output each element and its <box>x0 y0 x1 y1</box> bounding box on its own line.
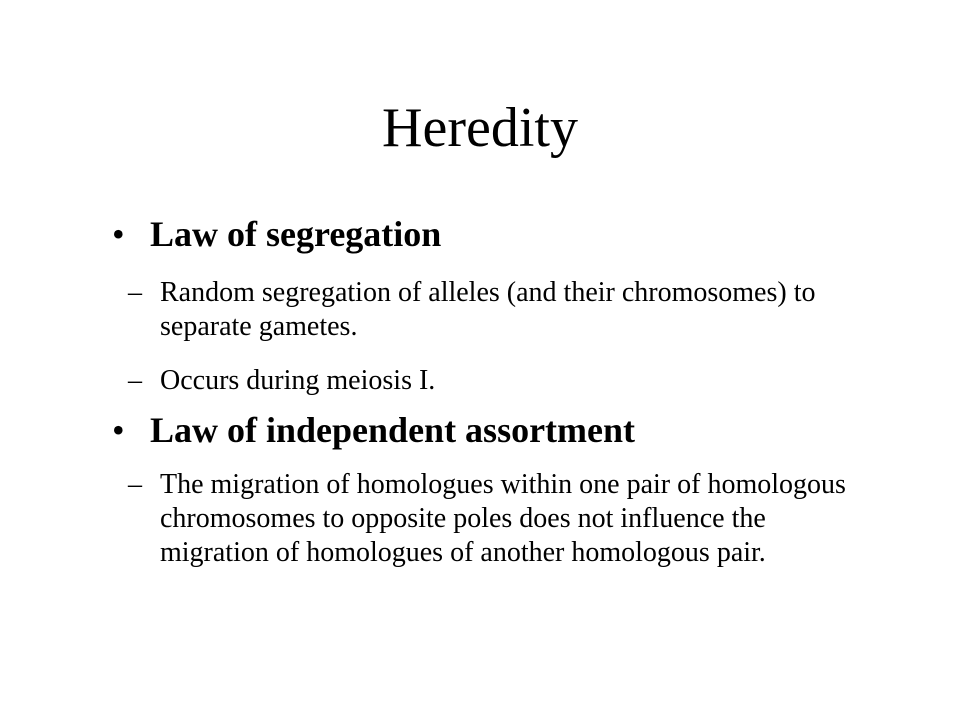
sub-bullet-text: The migration of homologues within one pair of homologous chromosomes to opposite poles does not influence the migration of homologues of another homologous pair. <box>160 469 846 568</box>
bullet-text: Law of segregation <box>150 214 442 254</box>
sub-bullet-marker: – <box>128 277 142 308</box>
sub-bullet-random-segregation <box>128 276 880 344</box>
bullet-marker: • <box>112 214 125 254</box>
sub-bullet-occurs-during-meiosis <box>128 364 880 398</box>
slide-title: Heredity <box>382 97 578 159</box>
bullet-law-of-segregation <box>112 212 441 256</box>
sub-bullet-text: Occurs during meiosis I. <box>160 365 436 396</box>
bullet-law-of-independent-assortment <box>112 408 635 452</box>
bullet-text: Law of independent assortment <box>150 410 636 450</box>
sub-bullet-migration-of-homologues <box>128 468 880 570</box>
sub-bullet-marker: – <box>128 365 142 396</box>
sub-bullet-marker: – <box>128 469 142 500</box>
sub-bullet-text: Random segregation of alleles (and their chromosomes) to separate gametes. <box>160 277 816 342</box>
bullet-marker: • <box>112 410 125 450</box>
